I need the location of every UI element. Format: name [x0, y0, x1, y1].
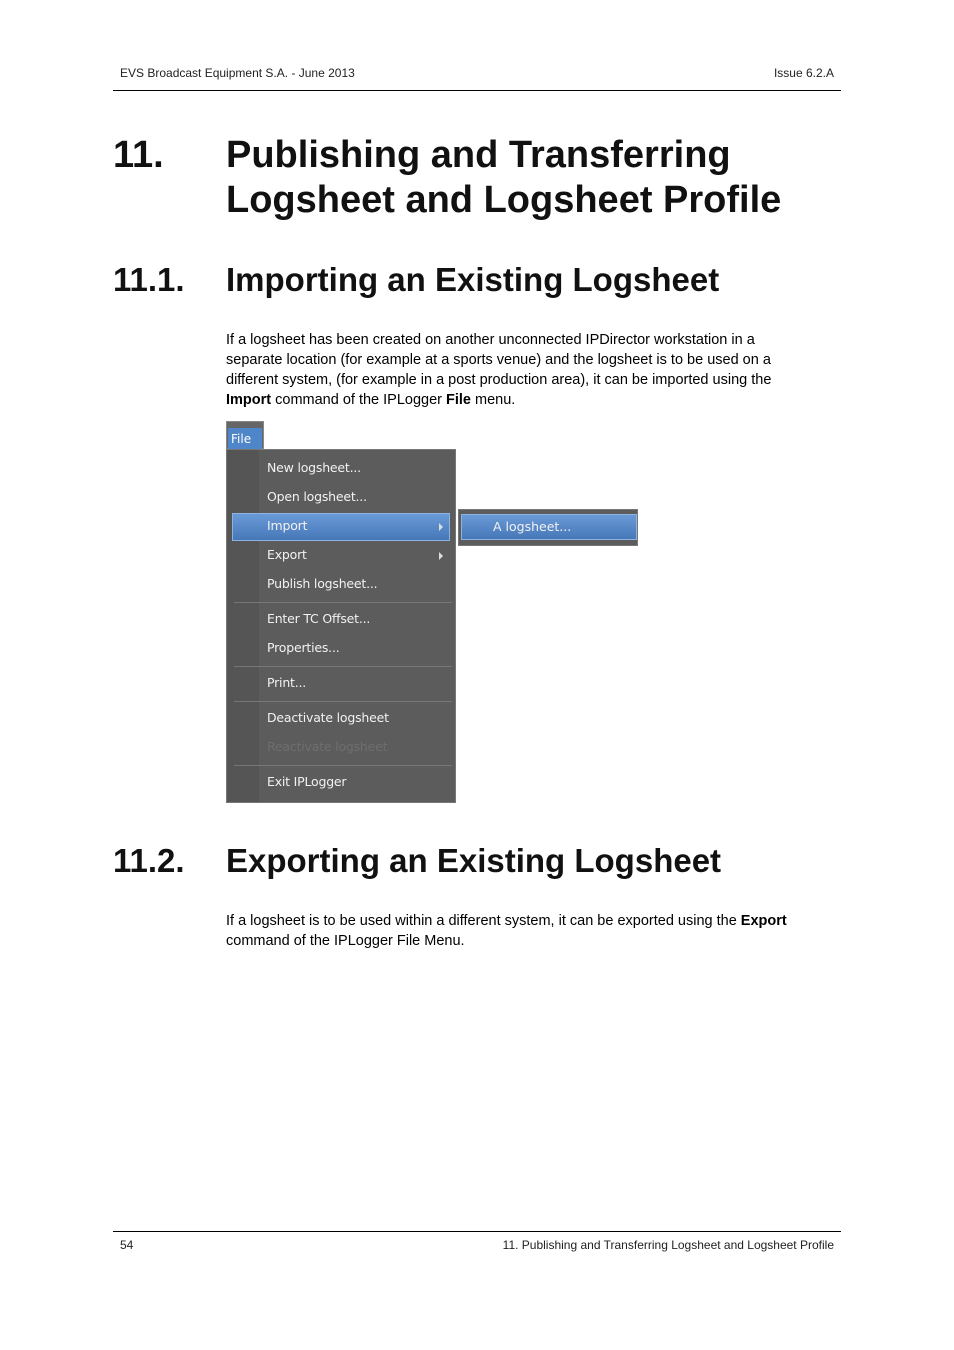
file-menu-screenshot	[226, 421, 638, 803]
section2-text-line1	[226, 911, 826, 931]
section1-text-line1: If a logsheet has been created on another unconnected IPDirector workstation in a	[226, 332, 755, 348]
menu-item-reactivate-logsheet: Reactivate logsheet	[267, 739, 388, 754]
header-left: EVS Broadcast Equipment S.A. - June 2013	[120, 66, 355, 80]
header-right: Issue 6.2.A	[773, 66, 834, 80]
menu-item-new-logsheet[interactable]: New logsheet...	[267, 460, 361, 475]
chapter-title-line1: Publishing and Transferring	[226, 134, 731, 176]
file-dropdown	[226, 449, 456, 803]
section1-text-line3: different system, (for example in a post production area), it can be imported using the	[226, 372, 772, 388]
menu-item-export[interactable]: Export	[267, 547, 307, 562]
chapter-title-line2: Logsheet and Logsheet Profile	[226, 179, 782, 221]
menu-item-deactivate-logsheet[interactable]: Deactivate logsheet	[267, 710, 389, 725]
bold-import: Import	[226, 392, 272, 408]
menu-gutter	[227, 450, 259, 802]
import-highlight	[232, 513, 450, 541]
import-submenu	[458, 509, 638, 546]
section1-title: Importing an Existing Logsheet	[226, 261, 720, 298]
menu-item-publish-logsheet[interactable]: Publish logsheet...	[267, 576, 378, 591]
section2-number: 11.2.	[113, 842, 185, 879]
section1-text-line4	[226, 390, 826, 410]
header-rule	[113, 90, 841, 91]
menu-separator	[234, 666, 452, 667]
menu-item-import[interactable]: Import	[267, 518, 308, 533]
section1-paragraph	[226, 330, 826, 410]
section2-paragraph	[226, 911, 826, 951]
section1-text-end: menu.	[471, 392, 516, 408]
chapter-number: 11.	[113, 134, 164, 176]
menu-separator	[234, 602, 452, 603]
section1-text-mid: command of the IPLogger	[271, 392, 447, 408]
bold-file: File	[446, 392, 471, 408]
section2-text-line2: command of the IPLogger File Menu.	[226, 933, 465, 949]
menu-separator	[234, 765, 452, 766]
section2-text-pre: If a logsheet is to be used within a different system, it can be exported using the	[226, 913, 741, 929]
file-menu-tab[interactable]: File	[228, 428, 262, 450]
export-submenu-arrow-icon	[439, 552, 443, 560]
menu-item-enter-tc-offset[interactable]: Enter TC Offset...	[267, 611, 371, 626]
menu-item-properties[interactable]: Properties...	[267, 640, 340, 655]
section1-number: 11.1.	[113, 261, 185, 298]
import-submenu-arrow-icon	[439, 523, 443, 531]
footer-right: 11. Publishing and Transferring Logsheet and Logsheet Profile	[502, 1238, 834, 1252]
bold-export: Export	[740, 913, 787, 929]
section2-title: Exporting an Existing Logsheet	[226, 842, 722, 879]
menu-item-print[interactable]: Print...	[267, 675, 307, 690]
page-number: 54	[120, 1238, 134, 1252]
submenu-item-a-logsheet[interactable]: A logsheet...	[493, 519, 572, 534]
footer-rule	[113, 1231, 841, 1232]
menu-bar	[226, 421, 264, 449]
menu-separator	[234, 701, 452, 702]
section1-text-line2: separate location (for example at a sports venue) and the logsheet is to be used on a	[226, 352, 771, 368]
menu-item-exit-iplogger[interactable]: Exit IPLogger	[267, 774, 347, 789]
menu-item-open-logsheet[interactable]: Open logsheet...	[267, 489, 367, 504]
